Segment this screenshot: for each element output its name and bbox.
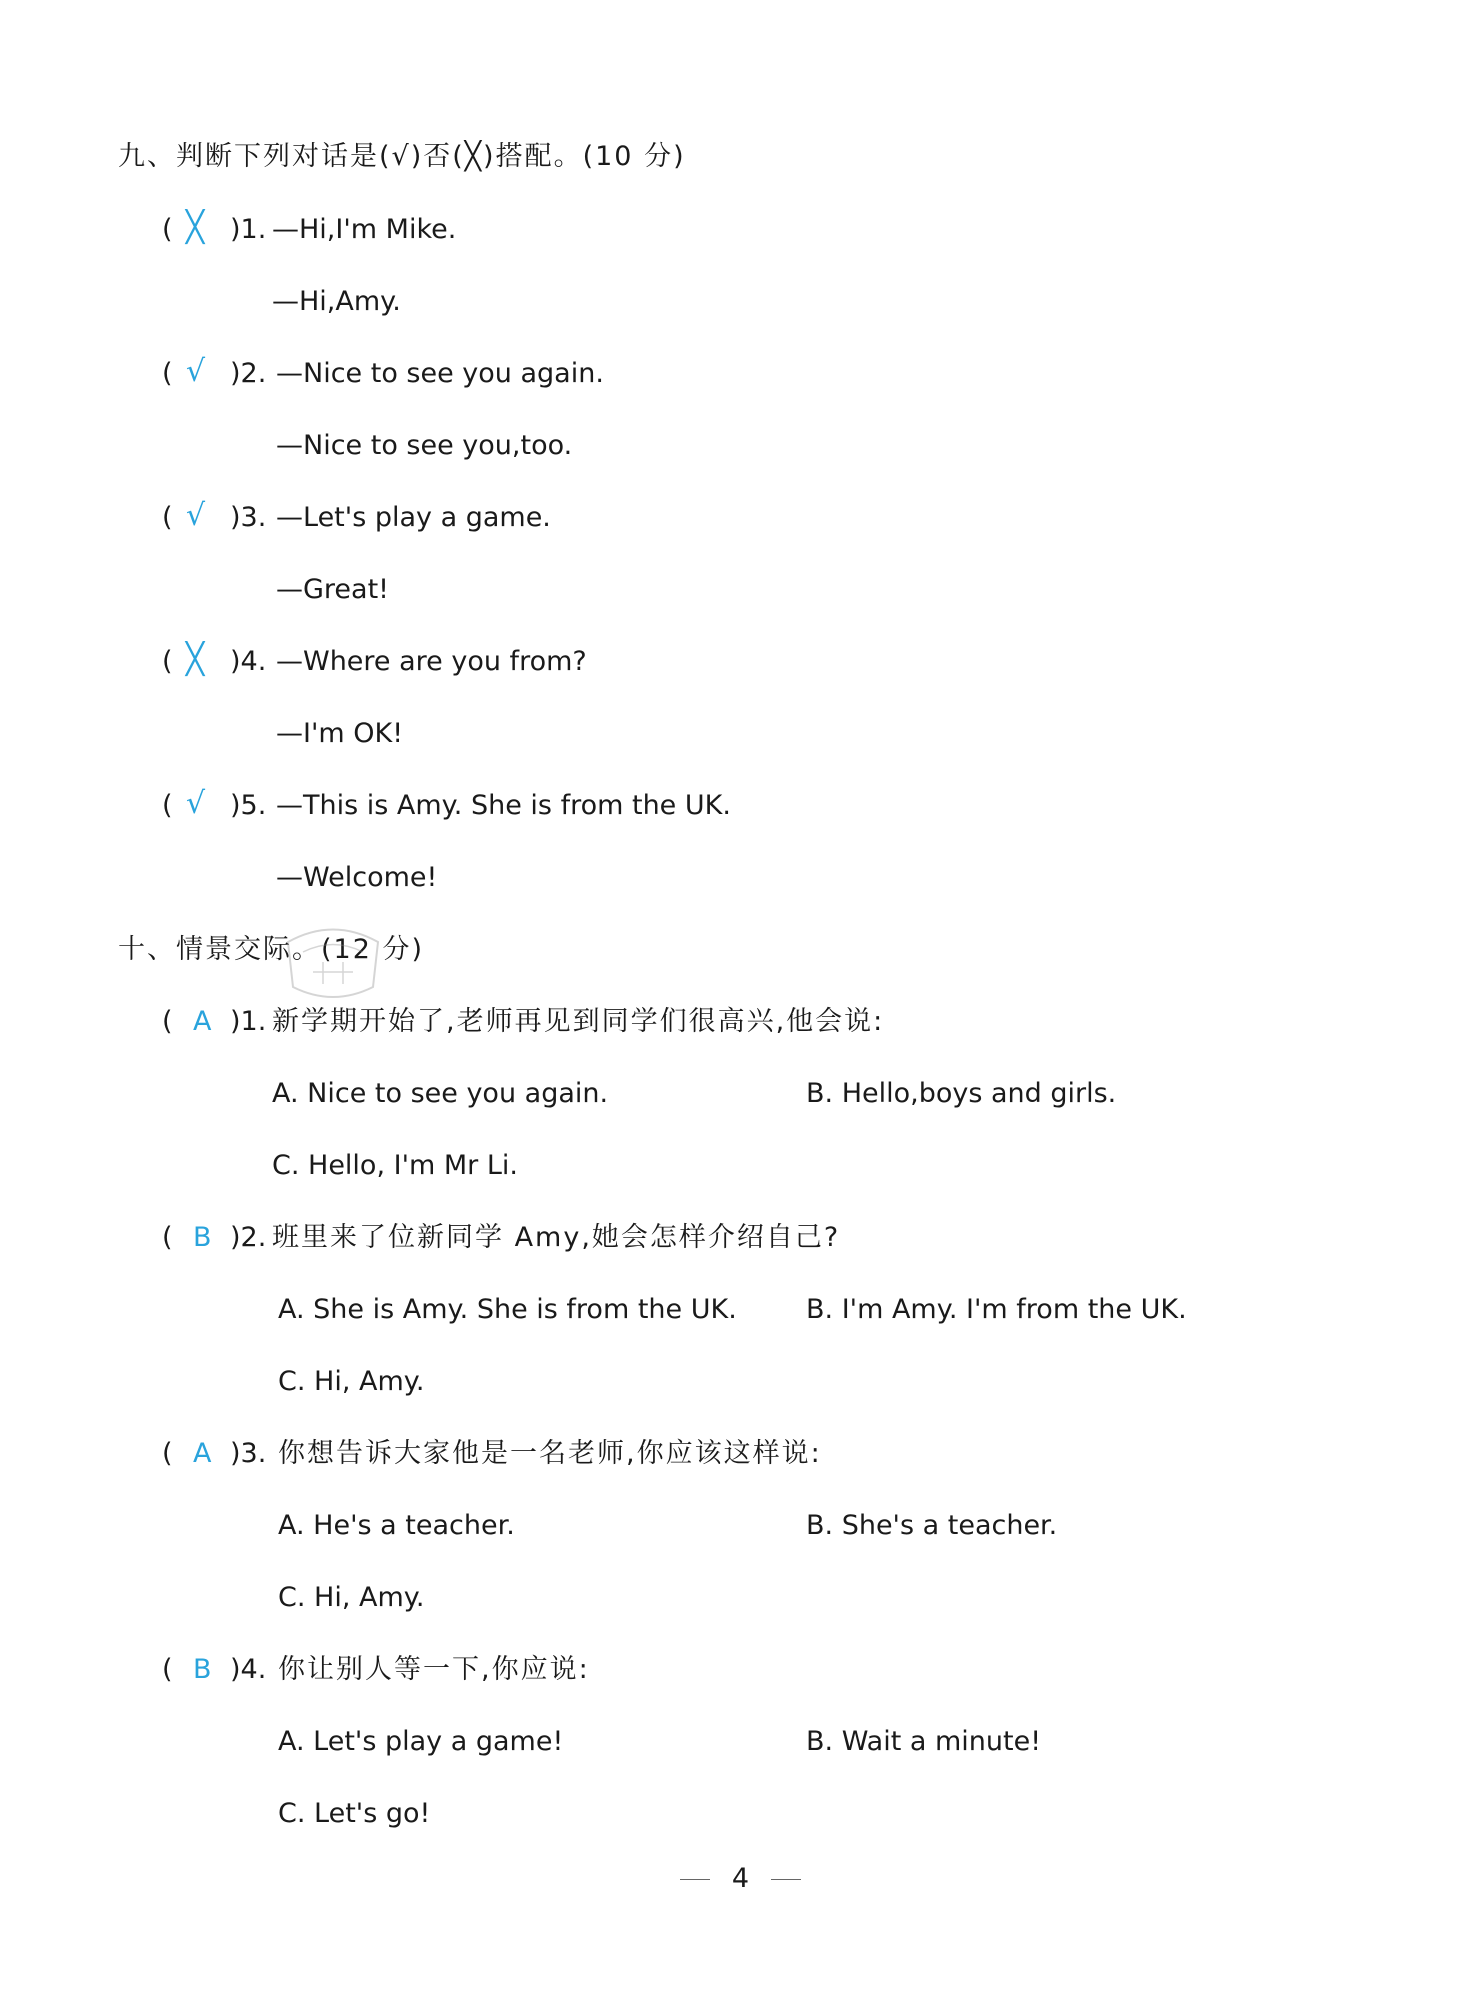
paren-open: ( <box>162 1006 173 1037</box>
question-text: 班里来了位新同学 Amy,她会怎样介绍自己? <box>272 1222 841 1253</box>
answer-mark: √ <box>186 354 206 389</box>
dialogue-question: —Where are you from? <box>276 646 587 677</box>
answer-mark: √ <box>186 786 206 821</box>
paren-open: ( <box>162 1438 173 1469</box>
dialogue-reply: —Welcome! <box>276 862 438 893</box>
question-number: )2. <box>230 358 267 389</box>
option-b: B. Wait a minute! <box>806 1726 1042 1757</box>
dialogue-reply: —Great! <box>276 574 389 605</box>
paren-open: ( <box>162 502 173 533</box>
dialogue-reply: —Hi,Amy. <box>272 286 401 317</box>
option-c: C. Hello, I'm Mr Li. <box>272 1150 518 1181</box>
dialogue-reply: —I'm OK! <box>276 718 404 749</box>
question-number: )3. <box>230 1438 267 1469</box>
answer-mark: √ <box>186 498 206 533</box>
option-c: C. Hi, Amy. <box>278 1366 425 1397</box>
footer-dash-right <box>771 1879 801 1880</box>
dialogue-question: —This is Amy. She is from the UK. <box>276 790 731 821</box>
paren-open: ( <box>162 214 173 245</box>
question-text: 新学期开始了,老师再见到同学们很高兴,他会说: <box>272 1006 885 1037</box>
question-number: )5. <box>230 790 267 821</box>
question-number: )4. <box>230 646 267 677</box>
answer-letter: A <box>193 1438 212 1469</box>
option-b: B. Hello,boys and girls. <box>806 1078 1117 1109</box>
paren-open: ( <box>162 646 173 677</box>
paren-open: ( <box>162 1222 173 1253</box>
option-a: A. Nice to see you again. <box>272 1078 609 1109</box>
section-9-title: 九、判断下列对话是(√)否(╳)搭配。(10 分) <box>118 141 686 172</box>
question-text: 你让别人等一下,你应说: <box>278 1654 590 1685</box>
page-footer <box>0 1862 1481 1896</box>
paren-open: ( <box>162 358 173 389</box>
dialogue-reply: —Nice to see you,too. <box>276 430 573 461</box>
dialogue-question: —Hi,I'm Mike. <box>272 214 457 245</box>
question-number: )3. <box>230 502 267 533</box>
footer-dash-left <box>680 1879 710 1880</box>
question-number: )1. <box>230 214 267 245</box>
watermark-stamp-icon <box>268 912 398 1012</box>
option-a: A. She is Amy. She is from the UK. <box>278 1294 737 1325</box>
option-a: A. Let's play a game! <box>278 1726 564 1757</box>
answer-letter: A <box>193 1006 212 1037</box>
paren-open: ( <box>162 790 173 821</box>
option-c: C. Hi, Amy. <box>278 1582 425 1613</box>
option-c: C. Let's go! <box>278 1798 431 1829</box>
answer-letter: B <box>193 1654 212 1685</box>
answer-mark: ╳ <box>186 642 205 677</box>
answer-mark: ╳ <box>186 210 205 245</box>
question-number: )4. <box>230 1654 267 1685</box>
answer-letter: B <box>193 1222 212 1253</box>
option-a: A. He's a teacher. <box>278 1510 515 1541</box>
question-number: )1. <box>230 1006 267 1037</box>
option-b: B. She's a teacher. <box>806 1510 1058 1541</box>
question-text: 你想告诉大家他是一名老师,你应该这样说: <box>278 1438 822 1469</box>
section-10-title: 十、情景交际。(12 分) <box>118 934 425 965</box>
page-number: 4 <box>731 1863 750 1894</box>
option-b: B. I'm Amy. I'm from the UK. <box>806 1294 1187 1325</box>
dialogue-question: —Let's play a game. <box>276 502 551 533</box>
paren-open: ( <box>162 1654 173 1685</box>
dialogue-question: —Nice to see you again. <box>276 358 604 389</box>
question-number: )2. <box>230 1222 267 1253</box>
